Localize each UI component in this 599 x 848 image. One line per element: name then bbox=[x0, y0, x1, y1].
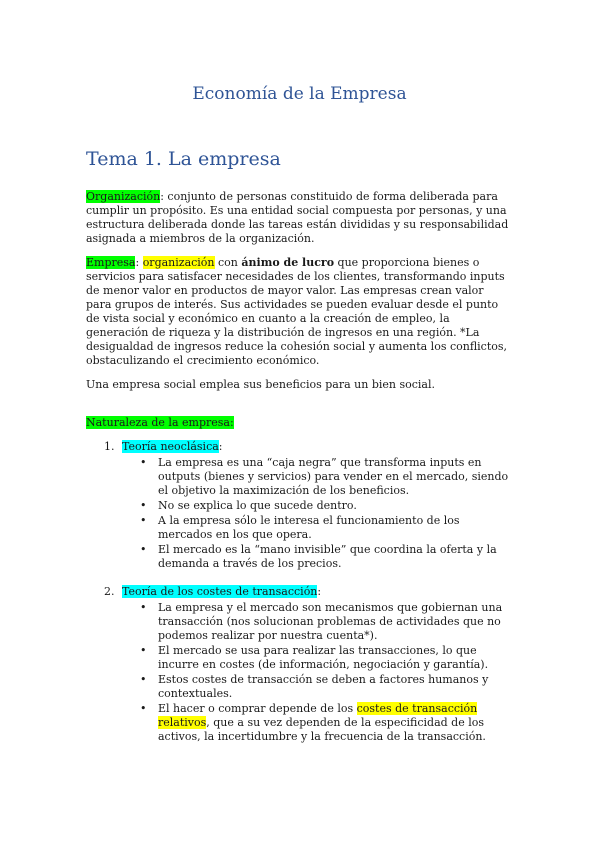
chapter-heading: Tema 1. La empresa bbox=[86, 148, 281, 170]
bullet-icon: • bbox=[140, 456, 147, 469]
bullet-text: A la empresa sólo le interesa el funcionamiento de los mercados en los que opera. bbox=[158, 514, 460, 541]
theories-list bbox=[86, 440, 512, 744]
term-organizacion: Organización bbox=[86, 190, 161, 203]
list-number: 1. bbox=[104, 440, 115, 453]
bullet-item bbox=[122, 702, 512, 744]
bullet-item bbox=[122, 644, 512, 672]
bullet-icon: • bbox=[140, 543, 147, 556]
bullet-text: , que a su vez dependen de la especificidad de los activos, la incertidumbre y la frecuencia de la transacción. bbox=[158, 716, 486, 743]
bullet-icon: • bbox=[140, 644, 147, 657]
section-title: Naturaleza de la empresa: bbox=[86, 416, 234, 429]
list-item-neoclasica bbox=[86, 440, 512, 571]
bullet-icon: • bbox=[140, 673, 147, 686]
colon-text: : bbox=[135, 256, 143, 269]
section-title-paragraph bbox=[86, 416, 512, 430]
bullet-icon: • bbox=[140, 702, 147, 715]
title-suffix: : bbox=[218, 440, 223, 453]
definition-organizacion: : conjunto de personas constituido de forma deliberada para cumplir un propósito. Es una entidad social compuesta por personas, y una estructura deliberada donde las tareas están divididas y su responsabilidad asignada a miembros de la organización. bbox=[86, 190, 509, 245]
bold-animo-de-lucro: ánimo de lucro bbox=[241, 256, 335, 269]
bullet-item bbox=[122, 543, 512, 571]
list-number: 2. bbox=[104, 585, 115, 598]
bullet-item bbox=[122, 514, 512, 542]
costes-bullets bbox=[122, 601, 512, 744]
paragraph-organizacion bbox=[86, 190, 512, 246]
paragraph-empresa-social: Una empresa social emplea sus beneficios para un bien social. bbox=[86, 378, 435, 391]
bullet-item bbox=[122, 601, 512, 643]
title-suffix: : bbox=[317, 585, 322, 598]
paragraph-empresa bbox=[86, 256, 512, 368]
theory-title-neoclasica: Teoría neoclásica bbox=[122, 440, 219, 453]
bullet-text: La empresa es una “caja negra” que transforma inputs en outputs (bienes y servicios) para vender en el mercado, siendo el objetivo la maximización de los beneficios. bbox=[158, 456, 509, 497]
connector-text: con bbox=[214, 256, 242, 269]
bullet-icon: • bbox=[140, 514, 147, 527]
bullet-text: El mercado se usa para realizar las transacciones, lo que incurre en costes (de información, negociación y garantía). bbox=[158, 644, 489, 671]
document-body bbox=[86, 190, 512, 758]
bullet-item bbox=[122, 673, 512, 701]
bullet-item bbox=[122, 456, 512, 498]
term-empresa: Empresa bbox=[86, 256, 136, 269]
bullet-icon: • bbox=[140, 499, 147, 512]
bullet-icon: • bbox=[140, 601, 147, 614]
bullet-text: No se explica lo que sucede dentro. bbox=[158, 499, 357, 512]
highlight-costes-relativos: costes de transacción relativos bbox=[158, 702, 478, 729]
document-title: Economía de la Empresa bbox=[192, 84, 407, 104]
bullet-text: La empresa y el mercado son mecanismos que gobiernan una transacción (nos solucionan problemas de actividades que no podemos realizar por nuestra cuenta*). bbox=[158, 601, 503, 642]
theory-title-costes: Teoría de los costes de transacción bbox=[122, 585, 318, 598]
neoclasica-bullets bbox=[122, 456, 512, 571]
bullet-text: Estos costes de transacción se deben a factores humanos y contextuales. bbox=[158, 673, 489, 700]
bullet-text: El mercado es la “mano invisible” que coordina la oferta y la demanda a través de los precios. bbox=[158, 543, 497, 570]
bullet-item bbox=[122, 499, 512, 513]
definition-empresa: que proporciona bienes o servicios para satisfacer necesidades de los clientes, transformando inputs de menor valor en productos de mayor valor. Las empresas crean valor para grupos de interés. Sus actividades se pueden evaluar desde el punto de vista social y económico en cuanto a la creación de empleo, la generación de riqueza y la distribución de ingresos en una región. *La desigualdad de ingresos reduce la cohesión social y aumenta los conflictos, obstaculizando el crecimiento económico. bbox=[86, 256, 508, 367]
highlight-organizacion: organización bbox=[142, 256, 215, 269]
bullet-text: El hacer o comprar depende de los bbox=[158, 702, 357, 715]
list-item-costes-transaccion bbox=[86, 585, 512, 744]
